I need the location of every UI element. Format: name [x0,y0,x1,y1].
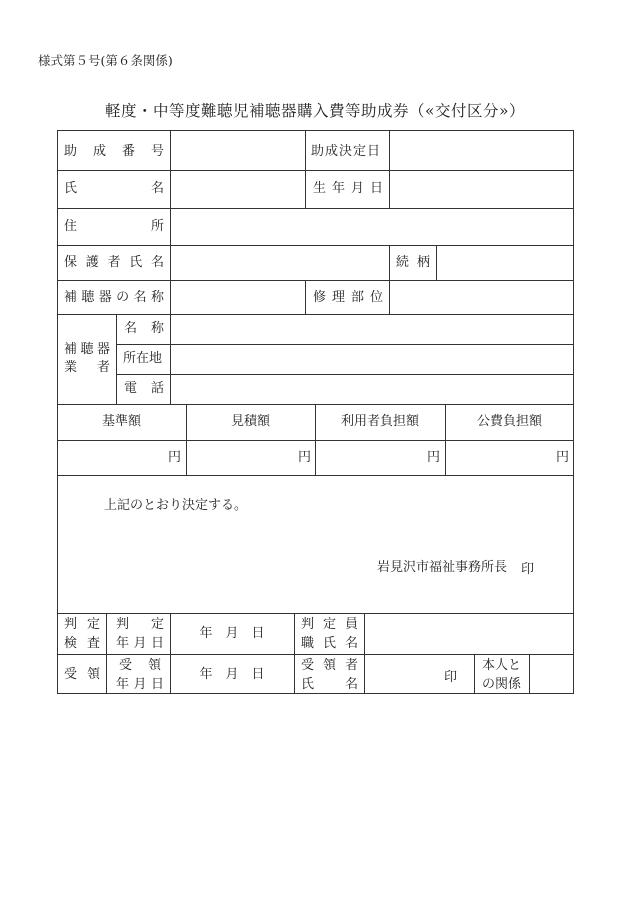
row-line [57,613,574,614]
col-line [389,245,390,280]
birth-date-label: 生 年 月 日 [313,181,383,196]
col-line [389,280,390,314]
receipt-label: 受 領 [64,667,100,682]
vendor-group-label: 補 聴 器 [64,342,110,357]
judge-label: 判 定 員 [301,617,358,632]
repair-part-label: 修 理 部 位 [313,290,383,305]
judgment-date-placeholder: 年 月 日 [199,626,265,641]
col-line [305,130,306,208]
vendor-location-label: 所在地 [123,351,163,366]
receipt-date-placeholder: 年 月 日 [199,667,265,682]
device-name-label: 補 聴 器 の 名 称 [64,290,164,305]
receipt-date-label: 受 領 [119,658,161,673]
col-line [170,613,171,694]
judge-label-2: 職 氏 名 [301,636,358,651]
receiver-label-2: 氏 名 [301,677,358,692]
address-label: 住 所 [64,219,164,234]
yen-unit: 円 [427,450,441,465]
yen-unit: 円 [556,450,570,465]
row-line [57,208,574,209]
vendor-group-label-2: 業 者 [64,360,110,375]
judgment-date-label-2: 年 月 日 [116,636,164,651]
document-title: 軽度・中等度難聴児補聴器購入費等助成券（«交付区分»） [105,102,525,120]
inspection-label-2: 検 査 [64,636,100,651]
decision-statement: 上記のとおり決定する。 [104,498,248,513]
public-burden-header: 公費負担額 [476,414,542,429]
standard-amount-header: 基準額 [101,414,141,429]
col-line [474,654,475,694]
vendor-name-label: 名 称 [124,321,164,336]
decision-date-label: 助成決定日 [311,144,382,159]
estimate-amount-header: 見積額 [230,414,270,429]
inspection-label: 判 定 [64,617,100,632]
yen-unit: 円 [168,450,182,465]
col-line [305,280,306,314]
col-line [170,130,171,280]
row-line [57,475,574,476]
yen-unit: 円 [298,450,312,465]
col-line [106,613,107,694]
row-line [57,245,574,246]
guardian-name-label: 保 護 者 氏 名 [64,255,164,270]
col-line [529,654,530,694]
col-line [389,130,390,208]
col-line [170,280,171,314]
name-label: 氏 名 [64,181,164,196]
col-line [436,245,437,280]
receiver-label: 受 領 者 [301,658,358,673]
relation-label: 本人と [482,658,522,673]
col-line [116,314,117,404]
vendor-phone-label: 電 話 [124,381,164,396]
row-line [57,280,574,281]
issuer-name: 岩見沢市福祉事務所長 [377,560,508,575]
user-burden-header: 利用者負担額 [340,414,419,429]
receiver-seal-mark: 印 [444,670,458,685]
row-line [57,170,574,171]
col-line [364,613,365,694]
receipt-date-label-2: 年 月 日 [116,677,164,692]
row-line [116,344,574,345]
judgment-date-label: 判 定 [116,617,164,632]
col-line [294,613,295,694]
seal-mark: 印 [521,562,535,577]
row-line [57,654,574,655]
relationship-label: 続 柄 [396,255,430,270]
col-line [170,314,171,404]
form-number-label: 様式第５号(第６条関係) [38,53,173,68]
relation-label-2: の関係 [482,677,522,692]
row-line [57,314,574,315]
row-line [116,374,574,375]
grant-number-label: 助 成 番 号 [64,144,164,159]
